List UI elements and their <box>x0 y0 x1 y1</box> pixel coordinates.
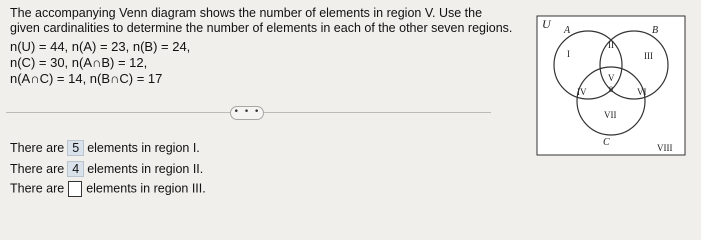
answer-row-region-3 <box>10 181 206 197</box>
answer-suffix: elements in region III. <box>86 181 206 196</box>
region-viii-label: VIII <box>657 143 673 153</box>
region-v-value: 8 <box>609 85 613 94</box>
answer-prefix: There are <box>10 162 65 176</box>
cardinalities-line-1: n(U) = 44, n(A) = 23, n(B) = 24, <box>10 39 191 54</box>
answer-prefix: There are <box>10 141 65 155</box>
region-iv-label: IV <box>577 87 587 97</box>
answer-row-region-1 <box>10 140 200 156</box>
answer-suffix: elements in region I. <box>87 141 200 155</box>
cardinalities-line-2: n(C) = 30, n(A∩B) = 12, <box>10 55 148 70</box>
answer-prefix: There are <box>10 181 65 196</box>
expand-more-button[interactable]: • • • <box>230 106 264 120</box>
region-vii-label: VII <box>604 110 617 120</box>
answer-region-1-value[interactable]: 5 <box>67 140 84 156</box>
region-ii-label: II <box>608 40 614 50</box>
problem-line-1: The accompanying Venn diagram shows the number of elements in region V. Use the <box>10 6 483 20</box>
answer-suffix: elements in region II. <box>87 162 204 176</box>
set-a-label: A <box>564 25 571 36</box>
set-c-label: C <box>603 137 610 148</box>
universe-label: U <box>542 17 551 31</box>
answer-region-3-input[interactable] <box>68 181 82 197</box>
region-vi-label: VI <box>637 87 647 97</box>
set-b-label: B <box>652 25 659 36</box>
problem-line-2: given cardinalities to determine the number of elements in each of the other seven regions. <box>10 21 513 35</box>
venn-diagram <box>536 15 686 156</box>
region-i-label: I <box>567 49 570 59</box>
answer-region-2-value[interactable]: 4 <box>67 161 84 177</box>
cardinalities-line-3: n(A∩C) = 14, n(B∩C) = 17 <box>10 71 163 86</box>
answer-row-region-2 <box>10 161 203 177</box>
region-iii-label: III <box>644 51 653 61</box>
region-v-label: V <box>608 73 615 83</box>
